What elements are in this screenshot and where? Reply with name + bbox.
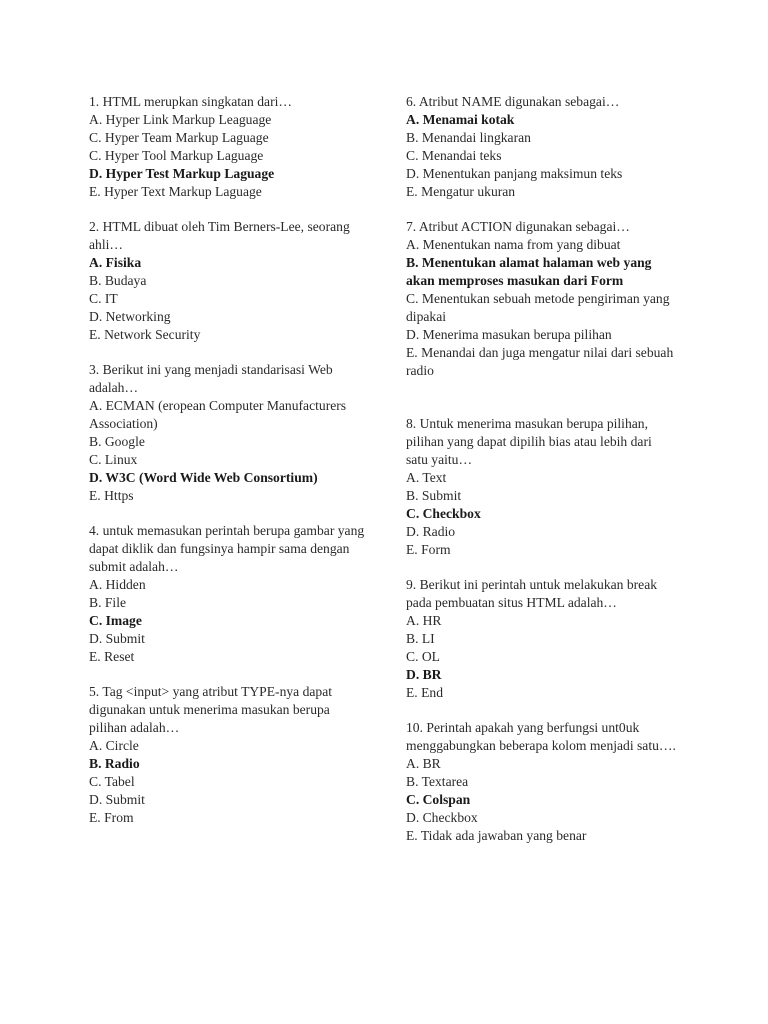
question-10 xyxy=(406,719,676,845)
option: B. Submit xyxy=(406,488,462,503)
option-correct: D. W3C (Word Wide Web Consortium) xyxy=(89,470,318,485)
question-5 xyxy=(89,683,369,827)
option: B. Textarea xyxy=(406,774,469,789)
option: A. Hidden xyxy=(89,577,146,592)
option: B. Budaya xyxy=(89,273,147,288)
question-6 xyxy=(406,93,676,201)
option: C. OL xyxy=(406,649,440,664)
option-correct: B. Radio xyxy=(89,756,140,771)
option: D. Menentukan panjang maksimun teks xyxy=(406,166,623,181)
option: A. HR xyxy=(406,613,442,628)
question-2 xyxy=(89,218,369,344)
option: D. Submit xyxy=(89,792,145,807)
option: C. Tabel xyxy=(89,774,135,789)
question-text: 10. Perintah apakah yang berfungsi unt0uk menggabungkan beberapa kolom menjadi satu…. xyxy=(406,720,676,753)
option: B. File xyxy=(89,595,127,610)
option: E. Mengatur ukuran xyxy=(406,184,516,199)
option: C. Menandai teks xyxy=(406,148,502,163)
question-9 xyxy=(406,576,676,702)
question-text: 1. HTML merupkan singkatan dari… xyxy=(89,94,292,109)
option: E. From xyxy=(89,810,134,825)
option: D. Radio xyxy=(406,524,456,539)
right-column xyxy=(406,93,676,845)
option: E. Reset xyxy=(89,649,135,664)
question-text: 9. Berikut ini perintah untuk melakukan break pada pembuatan situs HTML adalah… xyxy=(406,577,658,610)
option: A. BR xyxy=(406,756,441,771)
option: C. Linux xyxy=(89,452,138,467)
option-correct: B. Menentukan alamat halaman web yang akan memproses masukan dari Form xyxy=(406,255,652,288)
option: C. Menentukan sebuah metode pengiriman yang dipakai xyxy=(406,291,670,324)
question-text: 4. untuk memasukan perintah berupa gambar yang dapat diklik dan fungsinya hampir sama dengan submit adalah… xyxy=(89,523,365,574)
option: D. Menerima masukan berupa pilihan xyxy=(406,327,612,342)
question-1 xyxy=(89,93,369,201)
option: E. Menandai dan juga mengatur nilai dari sebuah radio xyxy=(406,345,674,378)
option: B. LI xyxy=(406,631,435,646)
question-7 xyxy=(406,218,676,380)
option: C. IT xyxy=(89,291,118,306)
option: A. Hyper Link Markup Leaguage xyxy=(89,112,272,127)
option-correct: A. Menamai kotak xyxy=(406,112,515,127)
option: E. Hyper Text Markup Laguage xyxy=(89,184,262,199)
option-correct: A. Fisika xyxy=(89,255,142,270)
question-3 xyxy=(89,361,369,505)
option: E. Tidak ada jawaban yang benar xyxy=(406,828,587,843)
option-correct: C. Checkbox xyxy=(406,506,481,521)
option: E. End xyxy=(406,685,443,700)
option-correct: C. Colspan xyxy=(406,792,471,807)
option: B. Google xyxy=(89,434,145,449)
option: A. Circle xyxy=(89,738,139,753)
option: C. Hyper Team Markup Laguage xyxy=(89,130,269,145)
option-correct: D. BR xyxy=(406,667,442,682)
left-column xyxy=(89,93,369,827)
option: E. Form xyxy=(406,542,451,557)
question-text: 8. Untuk menerima masukan berupa pilihan, pilihan yang dapat dipilih bias atau lebih dari satu yaitu… xyxy=(406,416,652,467)
option-correct: D. Hyper Test Markup Laguage xyxy=(89,166,275,181)
option: E. Https xyxy=(89,488,134,503)
option: A. ECMAN (eropean Computer Manufacturers Association) xyxy=(89,398,347,431)
question-text: 7. Atribut ACTION digunakan sebagai… xyxy=(406,219,630,234)
question-text: 2. HTML dibuat oleh Tim Berners-Lee, seorang ahli… xyxy=(89,219,350,252)
question-text: 6. Atribut NAME digunakan sebagai… xyxy=(406,94,620,109)
question-text: 3. Berikut ini yang menjadi standarisasi Web adalah… xyxy=(89,362,333,395)
option: D. Submit xyxy=(89,631,145,646)
question-8 xyxy=(406,415,676,559)
option: D. Networking xyxy=(89,309,171,324)
option: C. Hyper Tool Markup Laguage xyxy=(89,148,264,163)
option: D. Checkbox xyxy=(406,810,478,825)
question-4 xyxy=(89,522,369,666)
option: A. Menentukan nama from yang dibuat xyxy=(406,237,621,252)
option-correct: C. Image xyxy=(89,613,142,628)
question-text: 5. Tag <input> yang atribut TYPE-nya dapat digunakan untuk menerima masukan berupa pilihan adalah… xyxy=(89,684,333,735)
option: B. Menandai lingkaran xyxy=(406,130,531,145)
option: E. Network Security xyxy=(89,327,201,342)
option: A. Text xyxy=(406,470,447,485)
